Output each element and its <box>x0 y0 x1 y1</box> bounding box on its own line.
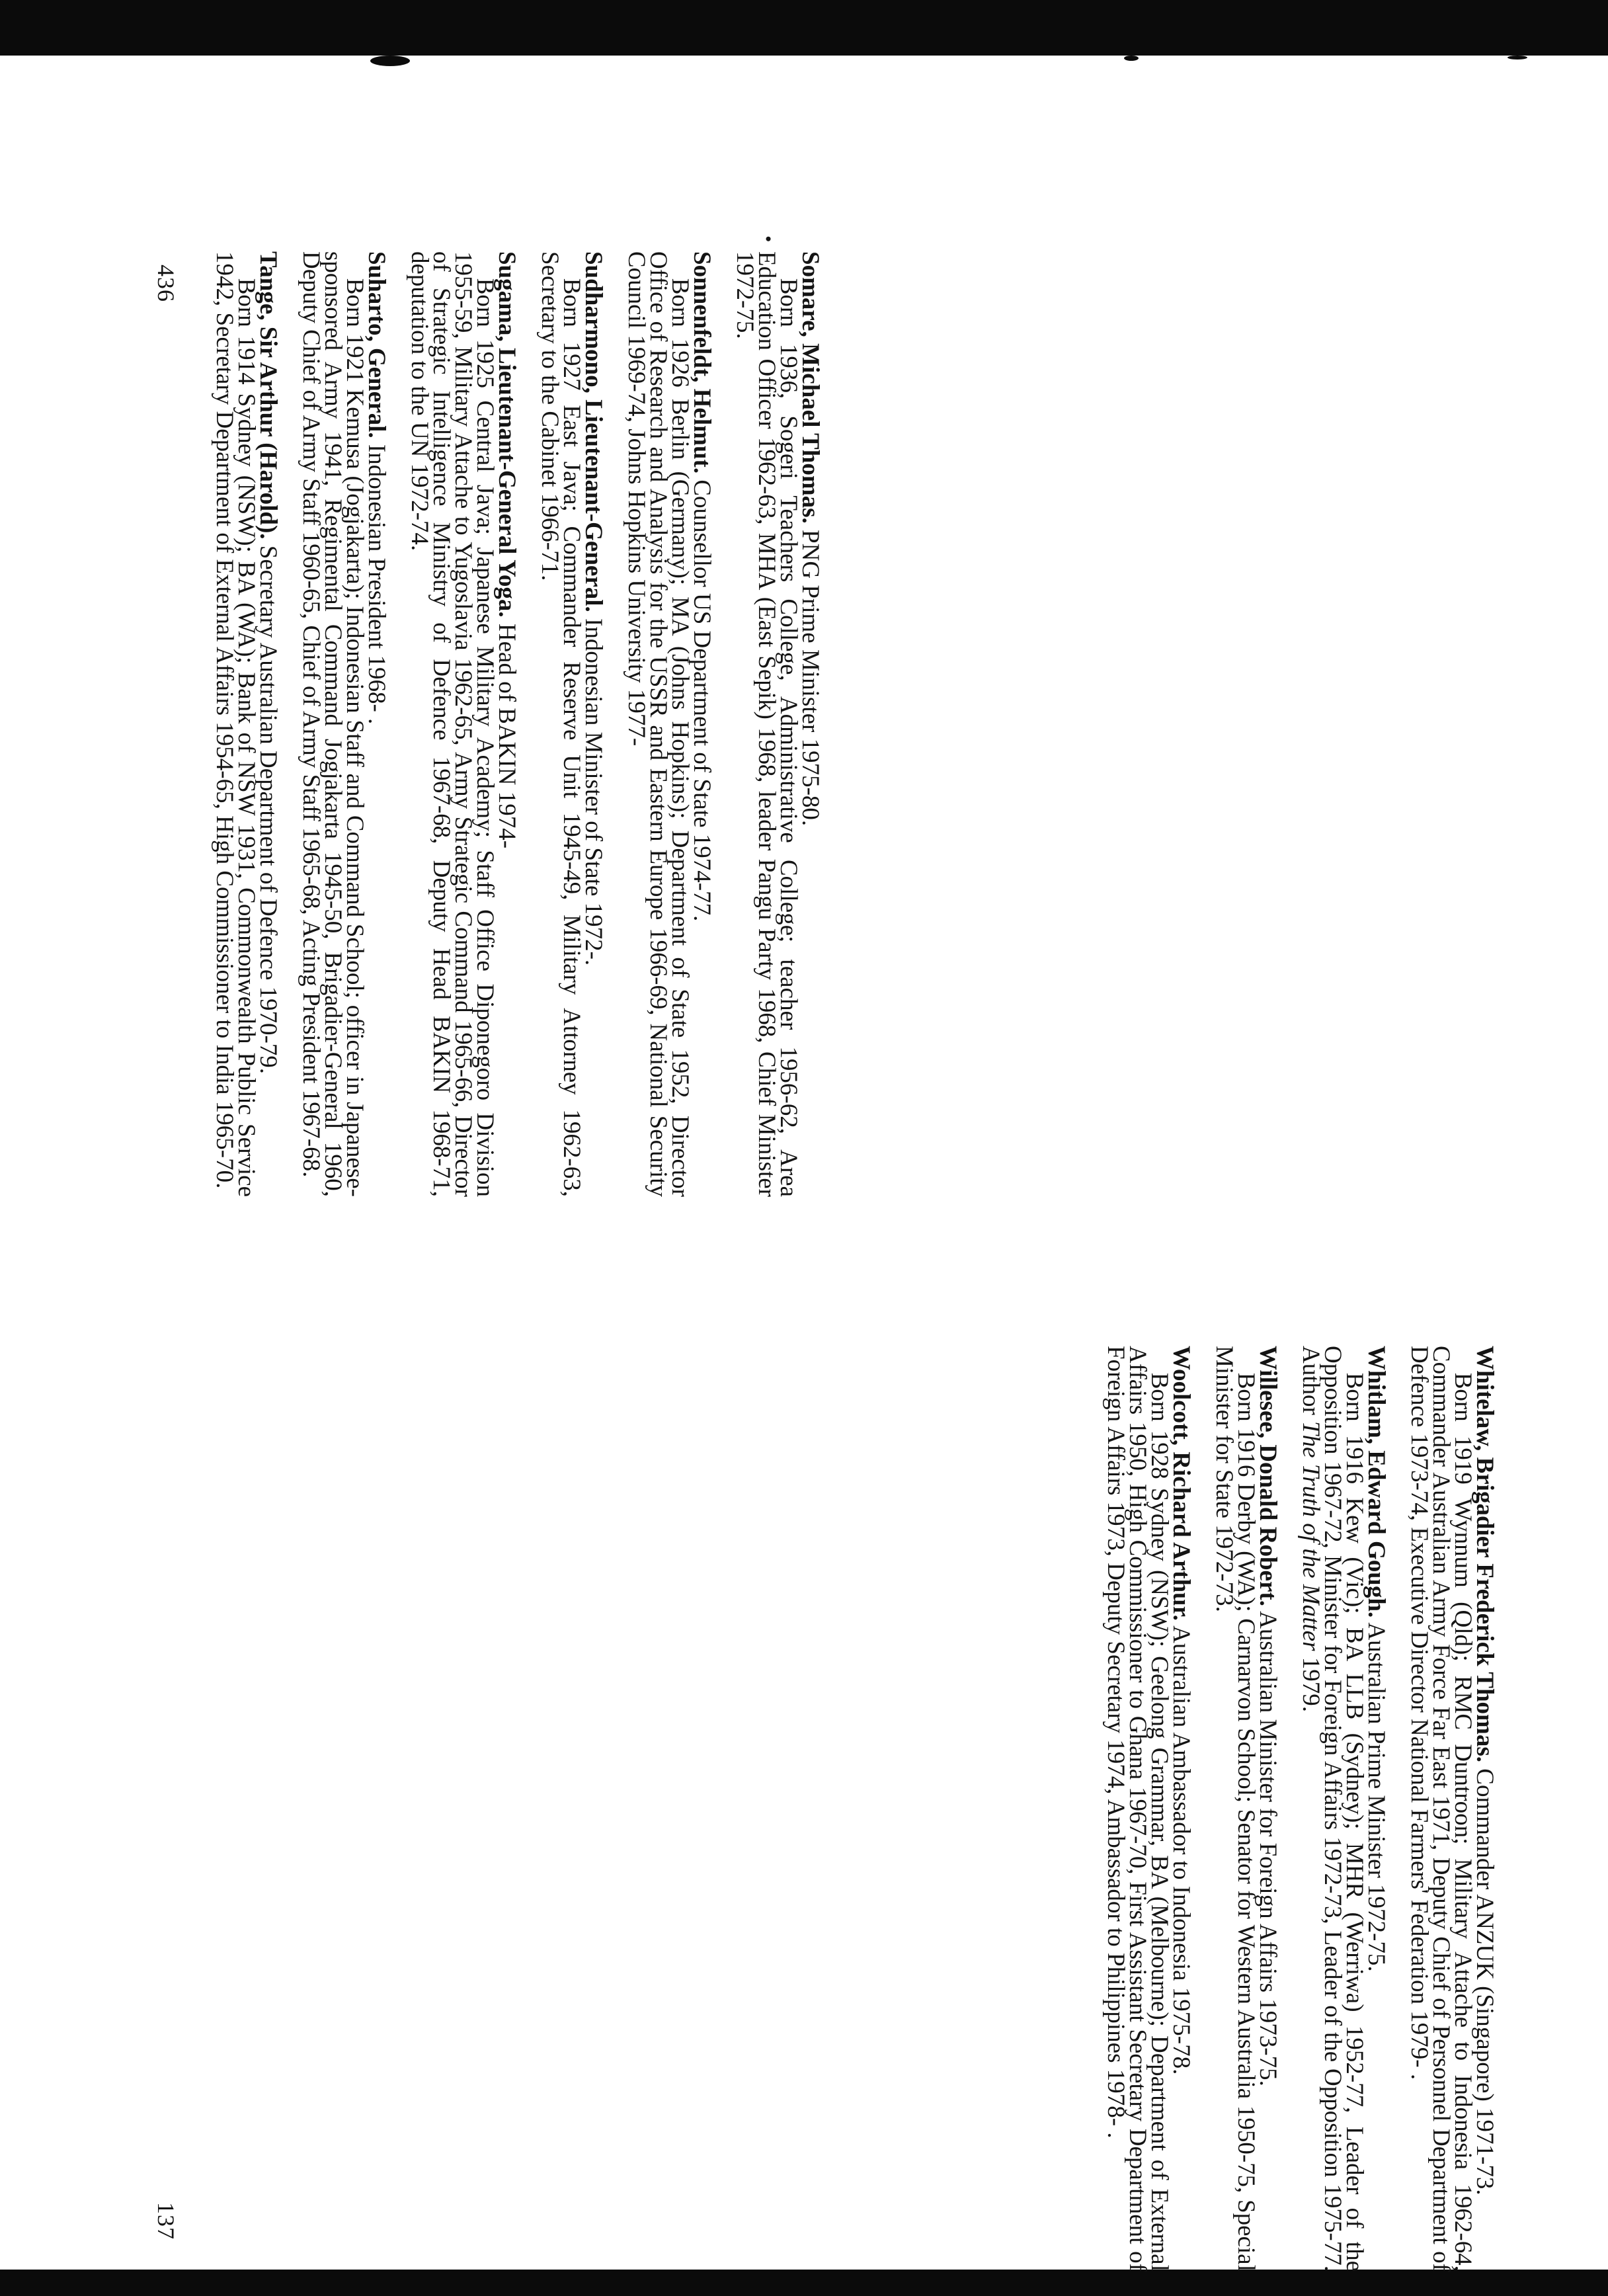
entry-sudharmono <box>536 251 607 1197</box>
entry-somare <box>731 235 824 1197</box>
entry-name: Whitelaw, Brigadier Frederick Thomas. <box>1471 1346 1498 1763</box>
entry-name: Somare, Michael Thomas. <box>797 251 824 524</box>
entry-role: Australian Prime Minister 1972-75. <box>1363 1618 1390 1972</box>
entry-tange <box>211 251 282 1197</box>
page-number-left: 436 <box>153 265 179 302</box>
entry-role: Australian Minister for Foreign Affairs 1973-75. <box>1254 1606 1281 2086</box>
page-number-right: 137 <box>153 2202 179 2240</box>
entry-role: Indonesian Minister of State 1972-. <box>580 612 607 966</box>
entry-role: Counsellor US Department of State 1974-77. <box>688 473 715 922</box>
entry-role: Head of BAKIN 1974- <box>493 617 520 849</box>
entry-body: Born 1921 Kemusa (Jogjakarta); Indonesian Staff and Command School; officer in Japanese-sponsored Army 1941, Regimental Command Jogjakarta 1945-50, Brigadier-General 1960, Deputy Chief of Army Staff 1960-65, Chief of Army Staff 1965-68, Acting President 1967-68. <box>298 251 368 1197</box>
entry-name: Sugama, Lieutenant-General Yoga. <box>493 251 520 618</box>
entry-heading <box>255 251 282 1197</box>
entry-whitlam <box>1297 1346 1390 2272</box>
entry-name: Sudharmono, Lieutenant-General. <box>580 251 607 612</box>
entry-heading <box>797 251 824 1197</box>
entry-role: Secretary Australian Department of Defence 1970-79. <box>255 539 282 1075</box>
entry-suharto <box>298 251 390 1197</box>
entry-name: Woolcott, Richard Arthur. <box>1168 1346 1195 1621</box>
entry-role: Commander ANZUK (Singapore) 1971-73. <box>1471 1762 1498 2195</box>
entry-role: Australian Ambassador to Indonesia 1975-78. <box>1168 1620 1195 2075</box>
entry-heading <box>1363 1346 1390 2272</box>
entry-name: Willesee, Donald Robert. <box>1254 1346 1281 1606</box>
entry-heading <box>688 251 715 1197</box>
bullet-mark: • <box>757 235 779 243</box>
entry-heading <box>363 251 390 1197</box>
entry-body: Born 1927 East Java; Commander Reserve Unit 1945-49, Military Attorney 1962-63, Secretary to the Cabinet 1966-71. <box>536 251 585 1197</box>
entry-body: Born 1936, Sogeri Teachers College, Administrative College; teacher 1956-62, Area Education Officer 1962-63, MHA (East Sepik) 1968, leader Pangu Party 1968, Chief Minister 1972-75. <box>731 251 802 1197</box>
entry-name: Whitlam, Edward Gough. <box>1363 1346 1390 1618</box>
entry-willesee <box>1213 1346 1279 2272</box>
entry-heading <box>1254 1346 1281 2272</box>
book-title: The Truth of the Matter <box>1297 1421 1324 1651</box>
entry-role: Indonesian President 1968- . <box>363 438 390 725</box>
entry-role: PNG Prime Minister 1975-80. <box>797 523 824 827</box>
entry-sugama <box>406 251 520 1197</box>
entry-body: Born 1916 Derby (WA); Carnarvon School; Senator for Western Australia 1950-75, Special Minister for State 1972-73. <box>1211 1346 1260 2272</box>
entry-woolcott <box>1102 1346 1195 2272</box>
entry-heading <box>493 251 520 1197</box>
entry-body: Born 1925 Central Java; Japanese Military Academy; Staff Office Diponegoro Division 1955-59, Military Attache to Yugoslavia 1962-65, Army Strategic Command 1965-66, Director of Strategic Intelligence Ministry of Defence 1967-68, Deputy Head BAKIN 1968-71, deputation to the UN 1972-74. <box>406 251 499 1197</box>
entry-body-end: 1979. <box>1297 1651 1324 1712</box>
entry-heading <box>1471 1346 1498 2272</box>
right-page-column <box>312 1346 1608 2272</box>
entry-name: Suharto, General. <box>363 251 390 438</box>
entry-body <box>1297 1346 1368 2272</box>
entry-body-text: Born 1916 Kew (Vic); BA LLB (Sydney); MHR (Werriwa) 1952-77, Leader of the Opposition 1967-72, Minister for Foreign Affairs 1972-73, Leader of the Opposition 1975-77. Author <box>1297 1346 1368 2272</box>
entry-body: Born 1914 Sydney (NSW); BA (WA); Bank of NSW 1931, Commonwealth Public Service 1942, Secretary Department of External Affairs 1954-65, High Commissioner to India 1965-70. <box>211 251 260 1197</box>
entry-heading <box>580 251 607 1197</box>
entry-body: Born 1919 Wynnum (Qld); RMC Duntroon; Military Attache to Indonesia 1962-64, Commander Australian Army Force Far East 1971, Deputy Chief of Personnel Department of Defence 1973-74, Executive Director National Farmers' Federation 1979- . <box>1406 1346 1476 2272</box>
entry-whitelaw <box>1408 1346 1496 2272</box>
entry-name: Sonnenfeldt, Helmut. <box>688 251 715 474</box>
left-page-column <box>211 235 1608 1197</box>
entry-body: Born 1926 Berlin (Germany); MA (Johns Hopkins); Department of State 1952, Director Office of Research and Analysis for the USSR and Eastern Europe 1966-69, National Security Council 1969-74, Johns Hopkins University 1977- <box>623 251 694 1197</box>
entry-body: Born 1928 Sydney (NSW); Geelong Grammar, BA (Melbourne); Department of External Affairs 1950, High Commissioner to Ghana 1967-70, First Assistant Secretary Department of Foreign Affairs 1973, Deputy Secretary 1974, Ambassador to Philippines 1978- . <box>1102 1346 1173 2272</box>
entry-heading <box>1168 1346 1195 2272</box>
entry-sonnenfeldt <box>625 251 713 1197</box>
entry-name: Tange, Sir Arthur (Harold). <box>255 251 282 540</box>
